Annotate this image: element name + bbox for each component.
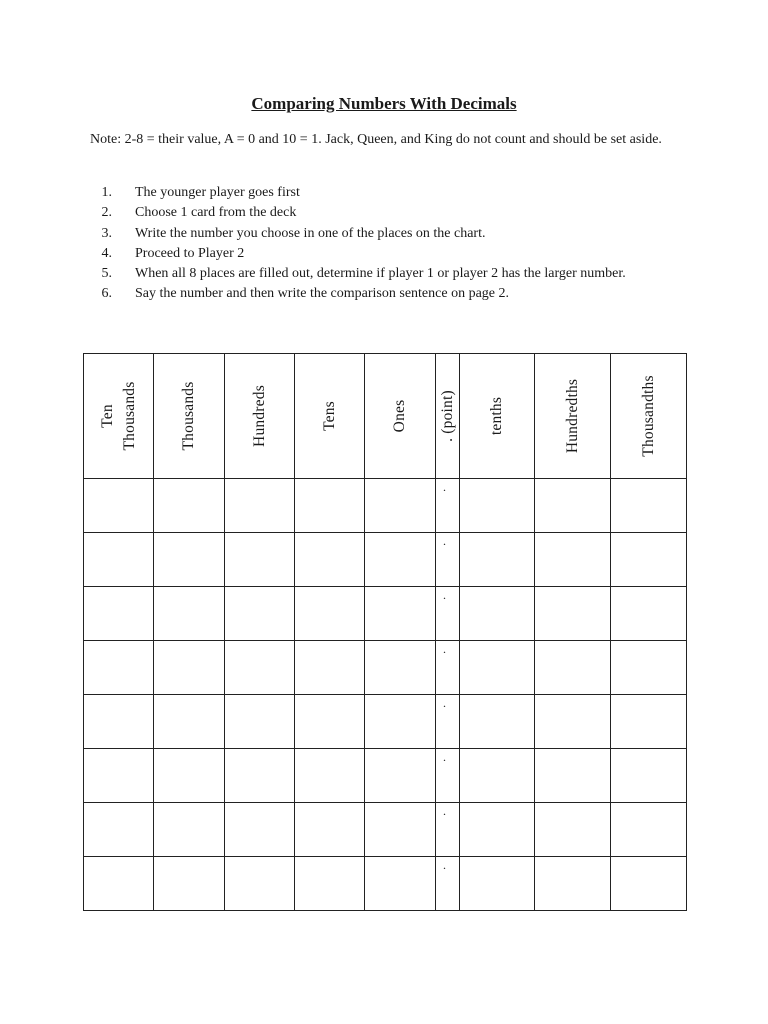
cell-point[interactable] xyxy=(436,857,460,911)
cell-thousands[interactable] xyxy=(154,803,225,857)
table-row xyxy=(84,533,687,587)
header-tenths xyxy=(460,354,535,479)
cell-tens[interactable] xyxy=(295,695,365,749)
instruction-item xyxy=(90,284,690,304)
header-label-line: Ten xyxy=(98,404,116,428)
cell-thousands[interactable] xyxy=(154,857,225,911)
cell-tens[interactable] xyxy=(295,857,365,911)
header-thousands xyxy=(154,354,225,479)
cell-thousandths[interactable] xyxy=(611,695,687,749)
cell-hundredths[interactable] xyxy=(535,479,611,533)
cell-hundredths[interactable] xyxy=(535,749,611,803)
table-row xyxy=(84,479,687,533)
cell-thousandths[interactable] xyxy=(611,803,687,857)
cell-ten-thousands[interactable] xyxy=(84,857,154,911)
cell-thousands[interactable] xyxy=(154,479,225,533)
cell-ones[interactable] xyxy=(365,857,436,911)
instruction-item xyxy=(90,264,690,284)
cell-point[interactable] xyxy=(436,587,460,641)
cell-tens[interactable] xyxy=(295,587,365,641)
cell-point[interactable] xyxy=(436,533,460,587)
cell-hundreds[interactable] xyxy=(225,749,295,803)
step-number: 2. xyxy=(101,205,112,221)
instruction-list xyxy=(90,183,690,305)
header-point xyxy=(436,354,460,479)
cell-ten-thousands[interactable] xyxy=(84,641,154,695)
cell-hundredths[interactable] xyxy=(535,587,611,641)
header-label: Hundredths xyxy=(563,378,581,454)
cell-hundreds[interactable] xyxy=(225,695,295,749)
cell-thousandths[interactable] xyxy=(611,533,687,587)
header-thousandths xyxy=(611,354,687,479)
header-label: . (point) xyxy=(438,390,456,442)
cell-hundreds[interactable] xyxy=(225,533,295,587)
step-text: Write the number you choose in one of the places on the chart. xyxy=(135,225,486,241)
header-row xyxy=(84,354,687,479)
cell-tens[interactable] xyxy=(295,749,365,803)
instruction-item xyxy=(90,224,690,244)
cell-hundredths[interactable] xyxy=(535,641,611,695)
header-ten-thousands xyxy=(84,354,154,479)
step-number: 1. xyxy=(101,185,112,200)
cell-ten-thousands[interactable] xyxy=(84,587,154,641)
header-label: tenths xyxy=(488,396,505,436)
cell-tenths[interactable] xyxy=(460,533,535,587)
header-label: Tens xyxy=(320,401,338,431)
cell-ten-thousands[interactable] xyxy=(84,695,154,749)
header-label xyxy=(97,382,141,451)
decimal-point-mark: . xyxy=(443,588,446,602)
cell-thousands[interactable] xyxy=(154,695,225,749)
cell-hundredths[interactable] xyxy=(535,533,611,587)
cell-tenths[interactable] xyxy=(460,857,535,911)
cell-hundreds[interactable] xyxy=(225,479,295,533)
cell-point[interactable] xyxy=(436,749,460,803)
cell-tens[interactable] xyxy=(295,479,365,533)
instruction-item xyxy=(90,183,690,203)
cell-tenths[interactable] xyxy=(460,695,535,749)
cell-ten-thousands[interactable] xyxy=(84,749,154,803)
cell-thousandths[interactable] xyxy=(611,641,687,695)
cell-thousands[interactable] xyxy=(154,533,225,587)
decimal-point-mark: . xyxy=(443,804,446,818)
table-row xyxy=(84,749,687,803)
cell-thousands[interactable] xyxy=(154,641,225,695)
cell-thousandths[interactable] xyxy=(611,479,687,533)
cell-tens[interactable] xyxy=(295,533,365,587)
cell-hundreds[interactable] xyxy=(225,803,295,857)
cell-ones[interactable] xyxy=(365,587,436,641)
cell-tenths[interactable] xyxy=(460,803,535,857)
cell-tens[interactable] xyxy=(295,641,365,695)
cell-thousandths[interactable] xyxy=(611,587,687,641)
cell-tenths[interactable] xyxy=(460,749,535,803)
step-text: Choose 1 card from the deck xyxy=(135,205,297,221)
header-ones xyxy=(365,354,436,479)
decimal-point-mark: . xyxy=(443,696,446,710)
cell-thousands[interactable] xyxy=(154,749,225,803)
note-text: Note: 2-8 = their value, A = 0 and 10 = 1. Jack, Queen, and King do not count and should be set aside. xyxy=(90,132,662,147)
page-title: Comparing Numbers With Decimals xyxy=(251,94,517,113)
step-text: The younger player goes first xyxy=(135,185,300,200)
cell-tenths[interactable] xyxy=(460,479,535,533)
header-label: Thousands xyxy=(180,381,197,451)
cell-ones[interactable] xyxy=(365,641,436,695)
header-label: Hundreds xyxy=(250,385,268,447)
cell-hundreds[interactable] xyxy=(225,587,295,641)
table-row xyxy=(84,587,687,641)
header-label: Thousandths xyxy=(639,375,657,457)
header-hundredths xyxy=(535,354,611,479)
cell-hundredths[interactable] xyxy=(535,695,611,749)
cell-ones[interactable] xyxy=(365,749,436,803)
step-number: 5. xyxy=(101,266,112,282)
decimal-point-mark: . xyxy=(443,534,446,548)
table-row xyxy=(84,695,687,749)
cell-ten-thousands[interactable] xyxy=(84,803,154,857)
step-text: Proceed to Player 2 xyxy=(135,245,245,261)
table-row xyxy=(84,641,687,695)
cell-thousandths[interactable] xyxy=(611,749,687,803)
cell-ten-thousands[interactable] xyxy=(84,533,154,587)
cell-point[interactable] xyxy=(436,479,460,533)
cell-thousands[interactable] xyxy=(154,587,225,641)
cell-point[interactable] xyxy=(436,641,460,695)
header-label: Ones xyxy=(391,399,408,433)
cell-hundreds[interactable] xyxy=(225,641,295,695)
cell-tenths[interactable] xyxy=(460,641,535,695)
instruction-item xyxy=(90,203,690,223)
decimal-point-mark: . xyxy=(443,480,446,494)
step-number: 6. xyxy=(101,286,112,302)
cell-point[interactable] xyxy=(436,803,460,857)
cell-ones[interactable] xyxy=(365,695,436,749)
header-hundreds xyxy=(225,354,295,479)
decimal-point-mark: . xyxy=(443,642,446,656)
cell-tens[interactable] xyxy=(295,803,365,857)
step-text: When all 8 places are filled out, determine if player 1 or player 2 has the larger number. xyxy=(135,266,626,282)
table-row xyxy=(84,803,687,857)
cell-hundredths[interactable] xyxy=(535,857,611,911)
header-label-line: Thousands xyxy=(120,381,138,451)
header-tens xyxy=(295,354,365,479)
cell-ten-thousands[interactable] xyxy=(84,479,154,533)
cell-thousandths[interactable] xyxy=(611,857,687,911)
step-number: 4. xyxy=(101,245,112,261)
table-row xyxy=(84,857,687,911)
decimal-point-mark: . xyxy=(443,858,446,872)
instruction-item xyxy=(90,244,690,264)
decimal-point-mark: . xyxy=(443,750,446,764)
cell-ones[interactable] xyxy=(365,479,436,533)
cell-point[interactable] xyxy=(436,695,460,749)
cell-hundreds[interactable] xyxy=(225,857,295,911)
chart-body xyxy=(84,479,687,911)
cell-tenths[interactable] xyxy=(460,587,535,641)
place-value-chart xyxy=(83,353,687,911)
step-text: Say the number and then write the comparison sentence on page 2. xyxy=(135,286,509,302)
cell-ones[interactable] xyxy=(365,533,436,587)
cell-ones[interactable] xyxy=(365,803,436,857)
step-number: 3. xyxy=(101,225,112,241)
cell-hundredths[interactable] xyxy=(535,803,611,857)
